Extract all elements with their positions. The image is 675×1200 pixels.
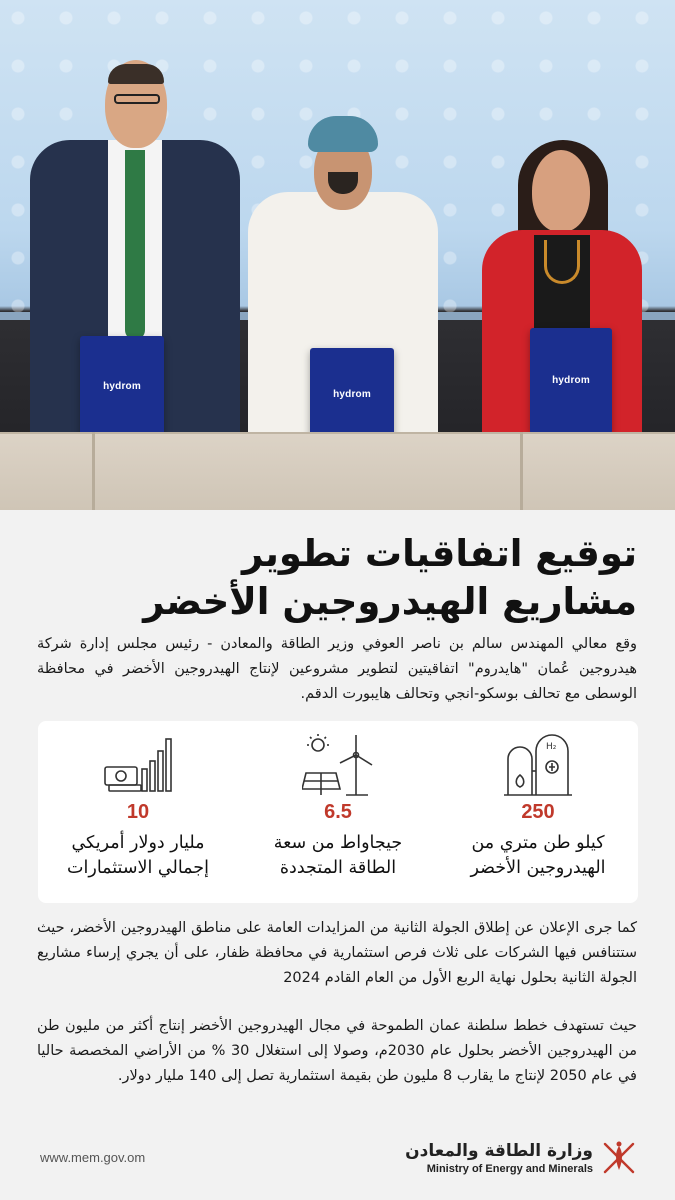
paragraph-targets: حيث تستهدف خطط سلطنة عمان الطموحة في مجال الهيدروجين الأخضر إنتاج أكثر من مليون طن من الهيدروجين الأخضر بحلول عام 2030م، وصولا إلى استغلال 30 % من الأراضي المخصصة حاليا في عام 2050 لإنتاج ما يقارب 8 مليون طن بقيمة استثمارية تصل إلى 140 مليار دولار. [37, 1018, 637, 1084]
stats-card [38, 721, 638, 903]
headline [37, 530, 637, 626]
stat-label-line-2: الهيدروجين الأخضر [470, 858, 606, 878]
money-growth-icon [102, 733, 174, 799]
hydrom-folder-left [80, 336, 164, 438]
stat-label-line-1: كيلو طن متري من [471, 833, 605, 853]
stat-value: 250 [521, 801, 555, 823]
headline-line-1: توقيع اتفاقيات تطوير [241, 532, 637, 575]
paragraph-second-round: كما جرى الإعلان عن إطلاق الجولة الثانية من المزايدات العامة على مناطق الهيدروجين الأخضر، حيث ستتنافس فيها الشركات على ثلاث فرص استثمارية في محافظة ظفار، على أن يجري إرساء مشاريع الجولة الثانية بحلول نهاية الربع الأول من العام القادم 2024 [37, 920, 637, 986]
hydrom-logo: hydrom [552, 374, 590, 386]
stat-renewable [238, 721, 438, 903]
hero-photo [0, 0, 675, 510]
stat-label-line-1: مليار دولار أمريكي [71, 833, 205, 853]
stat-label [38, 831, 238, 881]
intro-paragraph: وقع معالي المهندس سالم بن ناصر العوفي وزير الطاقة والمعادن - رئيس مجلس إدارة شركة هيدروجين عُمان "هايدروم" اتفاقيتين لتطوير مشروعين لإنتاج الهيدروجين الأخضر في محافظة الوسطى مع تحالف بوسكو-انجي وتحالف هايبورت الدقم. [37, 636, 637, 702]
headline-line-2: مشاريع الهيدروجين الأخضر [143, 580, 637, 623]
oman-emblem-icon [601, 1138, 637, 1178]
stat-label-line-1: جيجاواط من سعة [273, 833, 403, 853]
table-seam [92, 432, 95, 510]
stat-value: 10 [126, 801, 150, 823]
ministry-name [405, 1140, 593, 1176]
stat-value: 6.5 [324, 801, 352, 823]
hydrom-folder-middle [310, 348, 394, 442]
hydrom-folder-right [530, 328, 612, 434]
table-seam [520, 432, 523, 510]
svg-text:H₂: H₂ [546, 742, 557, 752]
website-url[interactable]: www.mem.gov.om [40, 1150, 146, 1165]
ministry-name-en: Ministry of Energy and Minerals [426, 1163, 593, 1175]
stat-label [238, 831, 438, 881]
stat-label-line-2: إجمالي الاستثمارات [67, 858, 209, 878]
hydrom-logo: hydrom [333, 389, 371, 401]
solar-wind-icon [302, 733, 374, 799]
hydrom-logo: hydrom [103, 380, 141, 392]
stat-investment [38, 721, 238, 903]
stat-hydrogen [438, 721, 638, 903]
stat-label [438, 831, 638, 881]
stat-label-line-2: الطاقة المتجددة [279, 858, 397, 878]
signing-table [0, 432, 675, 510]
ministry-name-ar: وزارة الطاقة والمعادن [405, 1141, 593, 1161]
hydrogen-tanks-icon [502, 733, 574, 799]
